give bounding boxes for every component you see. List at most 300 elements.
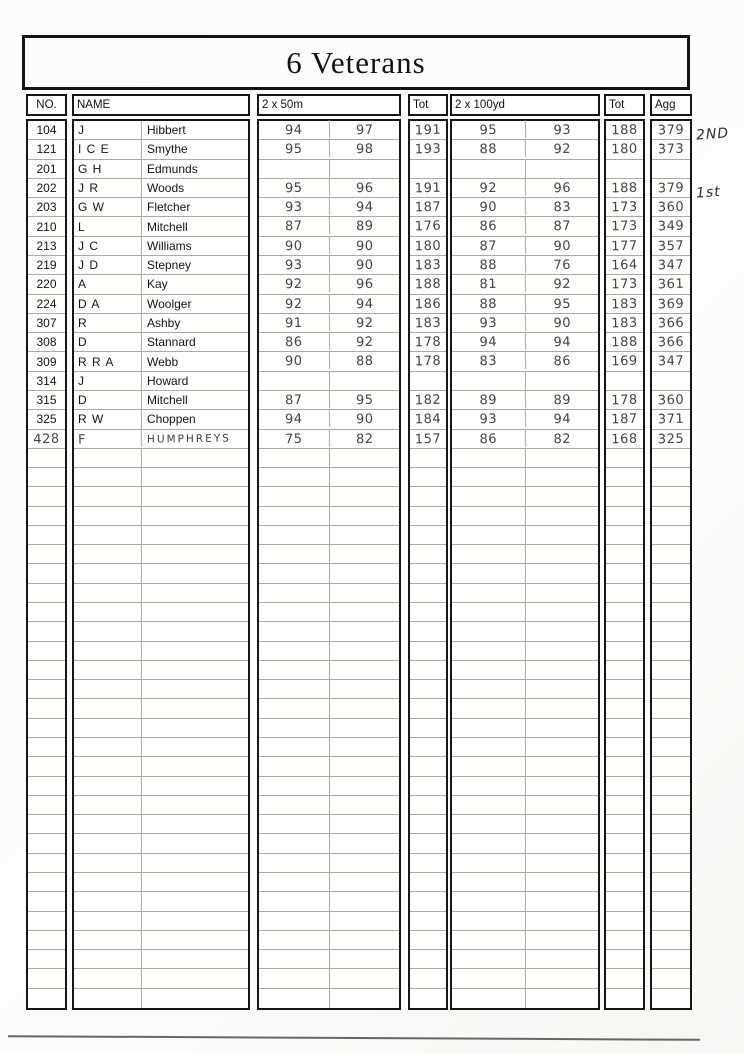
column-strip-name (72, 119, 250, 1010)
table-row (452, 719, 598, 738)
table-row (259, 430, 399, 449)
table-row (652, 507, 690, 526)
cell-initials (74, 699, 142, 717)
table-row (410, 931, 446, 950)
table-row (652, 834, 690, 853)
cell-score-100yd-2: 93 (552, 122, 571, 138)
cell-total-50m: 182 (414, 392, 442, 408)
cell-surname: Mitchell (147, 219, 188, 234)
table-row (410, 121, 446, 140)
cell-score-50m-2 (330, 738, 400, 756)
cell-score-100yd-1: 95 (452, 120, 526, 140)
table-row (652, 449, 690, 468)
cell-aggregate (652, 699, 690, 717)
table-row (452, 603, 598, 622)
table-row (28, 873, 65, 892)
table-row (28, 969, 65, 988)
table-row (74, 140, 248, 159)
table-row (652, 815, 690, 834)
table-row (452, 449, 598, 468)
table-row (28, 815, 65, 834)
table-row (74, 468, 248, 487)
table-row (652, 237, 690, 256)
table-row (606, 873, 643, 892)
table-row (606, 410, 643, 429)
cell-total-50m (410, 912, 446, 930)
table-row (606, 160, 643, 179)
cell-score-50m-2 (330, 622, 400, 640)
cell-no: 104 (36, 123, 57, 138)
cell-initials: L (74, 217, 142, 235)
cell-no (28, 989, 65, 1008)
table-row (28, 198, 65, 217)
cell-total-50m (410, 642, 446, 660)
cell-score-50m-1 (259, 699, 330, 717)
table-row (74, 179, 248, 198)
table-row (410, 603, 446, 622)
table-row (28, 661, 65, 680)
table-row (652, 680, 690, 699)
table-row (452, 333, 598, 352)
cell-aggregate (652, 854, 690, 872)
cell-total-100yd (606, 892, 643, 910)
table-row (606, 892, 643, 911)
cell-score-100yd-1 (452, 777, 526, 795)
cell-score-100yd-1: 93 (452, 313, 526, 333)
cell-total-100yd (606, 680, 643, 698)
table-row (28, 410, 65, 429)
cell-aggregate (652, 719, 690, 737)
table-row (410, 217, 446, 236)
table-row (452, 314, 598, 333)
cell-score-50m-2 (330, 642, 400, 660)
cell-score-50m-2: 96 (355, 180, 374, 196)
table-row (606, 989, 643, 1008)
table-row (606, 256, 643, 275)
table-row (452, 738, 598, 757)
cell-score-50m-2 (330, 507, 400, 525)
cell-initials: R (74, 314, 142, 332)
table-row (28, 217, 65, 236)
cell-surname: Hibbert (147, 123, 186, 138)
table-row (452, 526, 598, 545)
table-row (74, 526, 248, 545)
cell-total-100yd (606, 468, 643, 486)
cell-total-50m (410, 796, 446, 814)
cell-score-100yd-1 (452, 642, 526, 660)
table-row (74, 391, 248, 410)
cell-surname: Edmunds (147, 161, 198, 176)
cell-aggregate (652, 796, 690, 814)
table-row (74, 642, 248, 661)
cell-surname (142, 777, 248, 795)
table-row (652, 969, 690, 988)
table-row (652, 892, 690, 911)
table-row (652, 950, 690, 969)
cell-total-50m (410, 989, 446, 1008)
table-row (652, 430, 690, 449)
cell-score-100yd-1 (452, 796, 526, 814)
cell-score-50m-1: 75 (259, 429, 330, 449)
cell-no (28, 603, 65, 621)
table-row (74, 584, 248, 603)
table-row (652, 564, 690, 583)
table-row (259, 295, 399, 314)
cell-initials (74, 507, 142, 525)
cell-surname (142, 680, 248, 698)
cell-total-100yd: 173 (611, 199, 638, 216)
cell-score-50m-2 (330, 854, 400, 872)
table-row (28, 140, 65, 159)
cell-aggregate: 357 (657, 238, 685, 254)
cell-total-100yd: 187 (611, 411, 638, 428)
cell-score-50m-1 (259, 449, 330, 467)
cell-total-50m (410, 584, 446, 602)
column-header-agg: Agg (650, 94, 692, 116)
cell-total-100yd: 173 (611, 276, 638, 293)
table-row (259, 487, 399, 506)
table-row (28, 584, 65, 603)
table-row (74, 333, 248, 352)
table-row (259, 796, 399, 815)
cell-score-50m-1 (259, 912, 330, 930)
cell-score-50m-1 (259, 969, 330, 987)
table-row (74, 989, 248, 1008)
cell-total-50m (410, 854, 446, 872)
cell-no (28, 564, 65, 582)
cell-score-50m-2: 98 (355, 141, 374, 158)
column-header-2x50m: 2 x 50m (257, 94, 401, 116)
column-strip-2x100yd (450, 119, 600, 1010)
table-row (410, 275, 446, 294)
table-row (452, 854, 598, 873)
cell-score-50m-1: 95 (259, 139, 330, 159)
table-row (28, 352, 65, 371)
cell-aggregate (652, 661, 690, 679)
cell-score-50m-2 (330, 912, 400, 930)
table-row (410, 815, 446, 834)
table-row (74, 449, 248, 468)
cell-aggregate (652, 603, 690, 621)
cell-initials (74, 603, 142, 621)
cell-score-50m-2 (330, 487, 400, 505)
cell-score-100yd-1 (452, 468, 526, 486)
cell-surname: Williams (147, 238, 192, 253)
cell-score-100yd-1: 83 (452, 351, 526, 371)
table-row (28, 545, 65, 564)
cell-surname (142, 584, 248, 602)
cell-aggregate (652, 545, 690, 563)
cell-score-100yd-1 (452, 526, 526, 544)
cell-no (28, 969, 65, 987)
cell-score-50m-2 (330, 777, 400, 795)
cell-surname: Mitchell (147, 393, 188, 408)
table-row (259, 757, 399, 776)
cell-total-100yd (606, 545, 643, 563)
table-row (74, 410, 248, 429)
cell-surname: Howard (147, 373, 189, 388)
cell-total-50m (410, 661, 446, 679)
table-row (606, 834, 643, 853)
cell-total-50m (410, 931, 446, 949)
cell-score-50m-1 (259, 931, 330, 949)
cell-score-100yd-1: 88 (452, 139, 526, 159)
cell-score-100yd-1: 87 (452, 236, 526, 256)
cell-total-100yd: 177 (611, 238, 638, 254)
table-row (74, 372, 248, 391)
table-row (652, 699, 690, 718)
table-row (259, 372, 399, 391)
column-strip-tot2 (604, 119, 645, 1010)
cell-score-50m-2 (330, 892, 400, 910)
table-row (652, 160, 690, 179)
table-row (606, 912, 643, 931)
cell-score-100yd-1 (452, 834, 526, 852)
cell-total-50m: 178 (414, 353, 442, 370)
table-row (74, 545, 248, 564)
cell-initials: D A (74, 295, 142, 313)
table-row (259, 969, 399, 988)
cell-total-50m (410, 699, 446, 717)
table-row (652, 179, 690, 198)
table-row (410, 584, 446, 603)
column-header-2x100yd: 2 x 100yd (450, 94, 600, 116)
table-row (28, 256, 65, 275)
cell-score-100yd-1: 92 (452, 178, 526, 198)
cell-score-50m-1: 94 (259, 409, 330, 429)
cell-score-100yd-2 (526, 160, 599, 178)
cell-total-100yd: 164 (611, 257, 638, 273)
cell-total-50m (410, 873, 446, 891)
cell-surname (142, 719, 248, 737)
table-row (74, 931, 248, 950)
cell-score-100yd-2 (526, 989, 599, 1008)
table-row (606, 603, 643, 622)
cell-score-50m-2 (330, 449, 400, 467)
cell-score-100yd-1 (452, 449, 526, 467)
table-row (28, 892, 65, 911)
cell-score-100yd-1 (452, 854, 526, 872)
cell-initials: R R A (74, 352, 142, 370)
table-row (452, 564, 598, 583)
cell-score-50m-2 (330, 372, 400, 390)
cell-score-100yd-2: 96 (552, 180, 571, 196)
cell-total-50m: 180 (414, 238, 442, 254)
table-row (452, 584, 598, 603)
cell-score-100yd-2: 94 (552, 411, 571, 428)
cell-score-50m-2 (330, 545, 400, 563)
table-row (652, 757, 690, 776)
table-row (28, 372, 65, 391)
table-row (606, 777, 643, 796)
cell-initials: F (74, 429, 142, 449)
cell-score-100yd-1: 94 (452, 332, 526, 352)
cell-total-100yd: 183 (611, 315, 638, 331)
cell-total-50m: 188 (414, 276, 442, 293)
table-row (28, 468, 65, 487)
table-row (606, 584, 643, 603)
cell-no (28, 545, 65, 563)
table-row (28, 642, 65, 661)
cell-score-100yd-1: 86 (452, 217, 526, 237)
table-row (652, 719, 690, 738)
cell-no (28, 873, 65, 891)
cell-score-50m-2: 96 (355, 276, 374, 293)
cell-surname (142, 487, 248, 505)
table-row (606, 661, 643, 680)
cell-score-100yd-1 (452, 912, 526, 930)
table-row (410, 989, 446, 1008)
table-row (452, 430, 598, 449)
cell-no (28, 738, 65, 756)
table-row (606, 680, 643, 699)
cell-score-100yd-2 (526, 950, 599, 968)
cell-no (28, 622, 65, 640)
cell-score-50m-2: 94 (355, 199, 374, 215)
table-row (28, 603, 65, 622)
table-row (410, 372, 446, 391)
cell-total-100yd (606, 487, 643, 505)
cell-initials (74, 487, 142, 505)
cell-total-50m: 191 (414, 122, 442, 138)
table-row (410, 314, 446, 333)
cell-score-100yd-1: 86 (452, 429, 526, 449)
cell-no (28, 487, 65, 505)
cell-total-50m (410, 834, 446, 852)
cell-initials (74, 661, 142, 679)
table-row (410, 468, 446, 487)
cell-score-100yd-1 (452, 738, 526, 756)
cell-aggregate (652, 507, 690, 525)
cell-total-100yd (606, 815, 643, 833)
table-row (410, 777, 446, 796)
cell-surname: Woods (147, 180, 185, 195)
cell-no: 315 (36, 393, 57, 408)
cell-score-50m-2 (330, 526, 400, 544)
cell-score-100yd-2 (526, 622, 599, 640)
table-row (452, 121, 598, 140)
table-row (259, 410, 399, 429)
cell-score-100yd-2 (526, 699, 599, 717)
cell-aggregate (652, 160, 690, 178)
cell-aggregate: 347 (657, 353, 685, 370)
cell-score-100yd-1 (452, 622, 526, 640)
cell-score-50m-2: 94 (355, 295, 374, 312)
cell-score-50m-1: 90 (259, 236, 330, 256)
cell-no: 220 (36, 277, 57, 292)
table-row (652, 121, 690, 140)
cell-initials (74, 854, 142, 872)
table-row (259, 545, 399, 564)
cell-no (28, 699, 65, 717)
table-row (652, 275, 690, 294)
table-row (28, 912, 65, 931)
table-row (410, 564, 446, 583)
table-row (259, 507, 399, 526)
cell-score-100yd-2 (526, 545, 599, 563)
table-row (74, 777, 248, 796)
cell-surname (142, 564, 248, 582)
cell-score-50m-2 (330, 969, 400, 987)
cell-aggregate (652, 873, 690, 891)
cell-score-100yd-2 (526, 468, 599, 486)
cell-total-50m (410, 969, 446, 987)
cell-total-100yd (606, 564, 643, 582)
cell-score-50m-1 (259, 854, 330, 872)
table-row (74, 796, 248, 815)
table-row (410, 719, 446, 738)
cell-score-100yd-1 (452, 545, 526, 563)
table-row (259, 160, 399, 179)
cell-total-100yd (606, 449, 643, 467)
cell-score-50m-1 (259, 719, 330, 737)
table-row (28, 160, 65, 179)
cell-surname (142, 449, 248, 467)
table-row (452, 834, 598, 853)
cell-aggregate: 366 (657, 334, 685, 351)
table-row (28, 487, 65, 506)
table-row (74, 603, 248, 622)
cell-total-50m (410, 507, 446, 525)
cell-total-100yd (606, 507, 643, 525)
table-row (410, 410, 446, 429)
table-row (259, 815, 399, 834)
table-row (606, 854, 643, 873)
cell-score-50m-1 (259, 777, 330, 795)
table-row (28, 237, 65, 256)
table-row (259, 333, 399, 352)
cell-score-50m-1 (259, 372, 330, 390)
table-row (74, 950, 248, 969)
cell-surname (142, 468, 248, 486)
table-row (28, 333, 65, 352)
cell-initials: J C (74, 237, 142, 255)
cell-score-100yd-1 (452, 507, 526, 525)
cell-score-100yd-2 (526, 584, 599, 602)
cell-aggregate (652, 642, 690, 660)
cell-aggregate: 373 (657, 141, 685, 158)
cell-aggregate (652, 777, 690, 795)
cell-surname (142, 738, 248, 756)
table-row (452, 391, 598, 410)
rank-annotation: 1st (695, 183, 722, 202)
cell-aggregate (652, 487, 690, 505)
cell-initials (74, 738, 142, 756)
table-row (652, 487, 690, 506)
table-row (259, 140, 399, 159)
cell-surname (142, 969, 248, 987)
cell-total-50m (410, 892, 446, 910)
table-row (74, 121, 248, 140)
table-row (606, 642, 643, 661)
cell-no: 308 (36, 335, 57, 350)
table-row (652, 410, 690, 429)
cell-score-50m-1 (259, 545, 330, 563)
cell-no (28, 507, 65, 525)
table-row (452, 217, 598, 236)
table-row (452, 295, 598, 314)
cell-initials: J (74, 372, 142, 390)
table-row (606, 507, 643, 526)
table-row (452, 950, 598, 969)
cell-no: 309 (36, 354, 57, 369)
table-row (606, 295, 643, 314)
cell-score-50m-2 (330, 873, 400, 891)
table-row (452, 237, 598, 256)
cell-aggregate: 369 (657, 295, 685, 312)
cell-aggregate (652, 815, 690, 833)
table-row (28, 430, 65, 449)
